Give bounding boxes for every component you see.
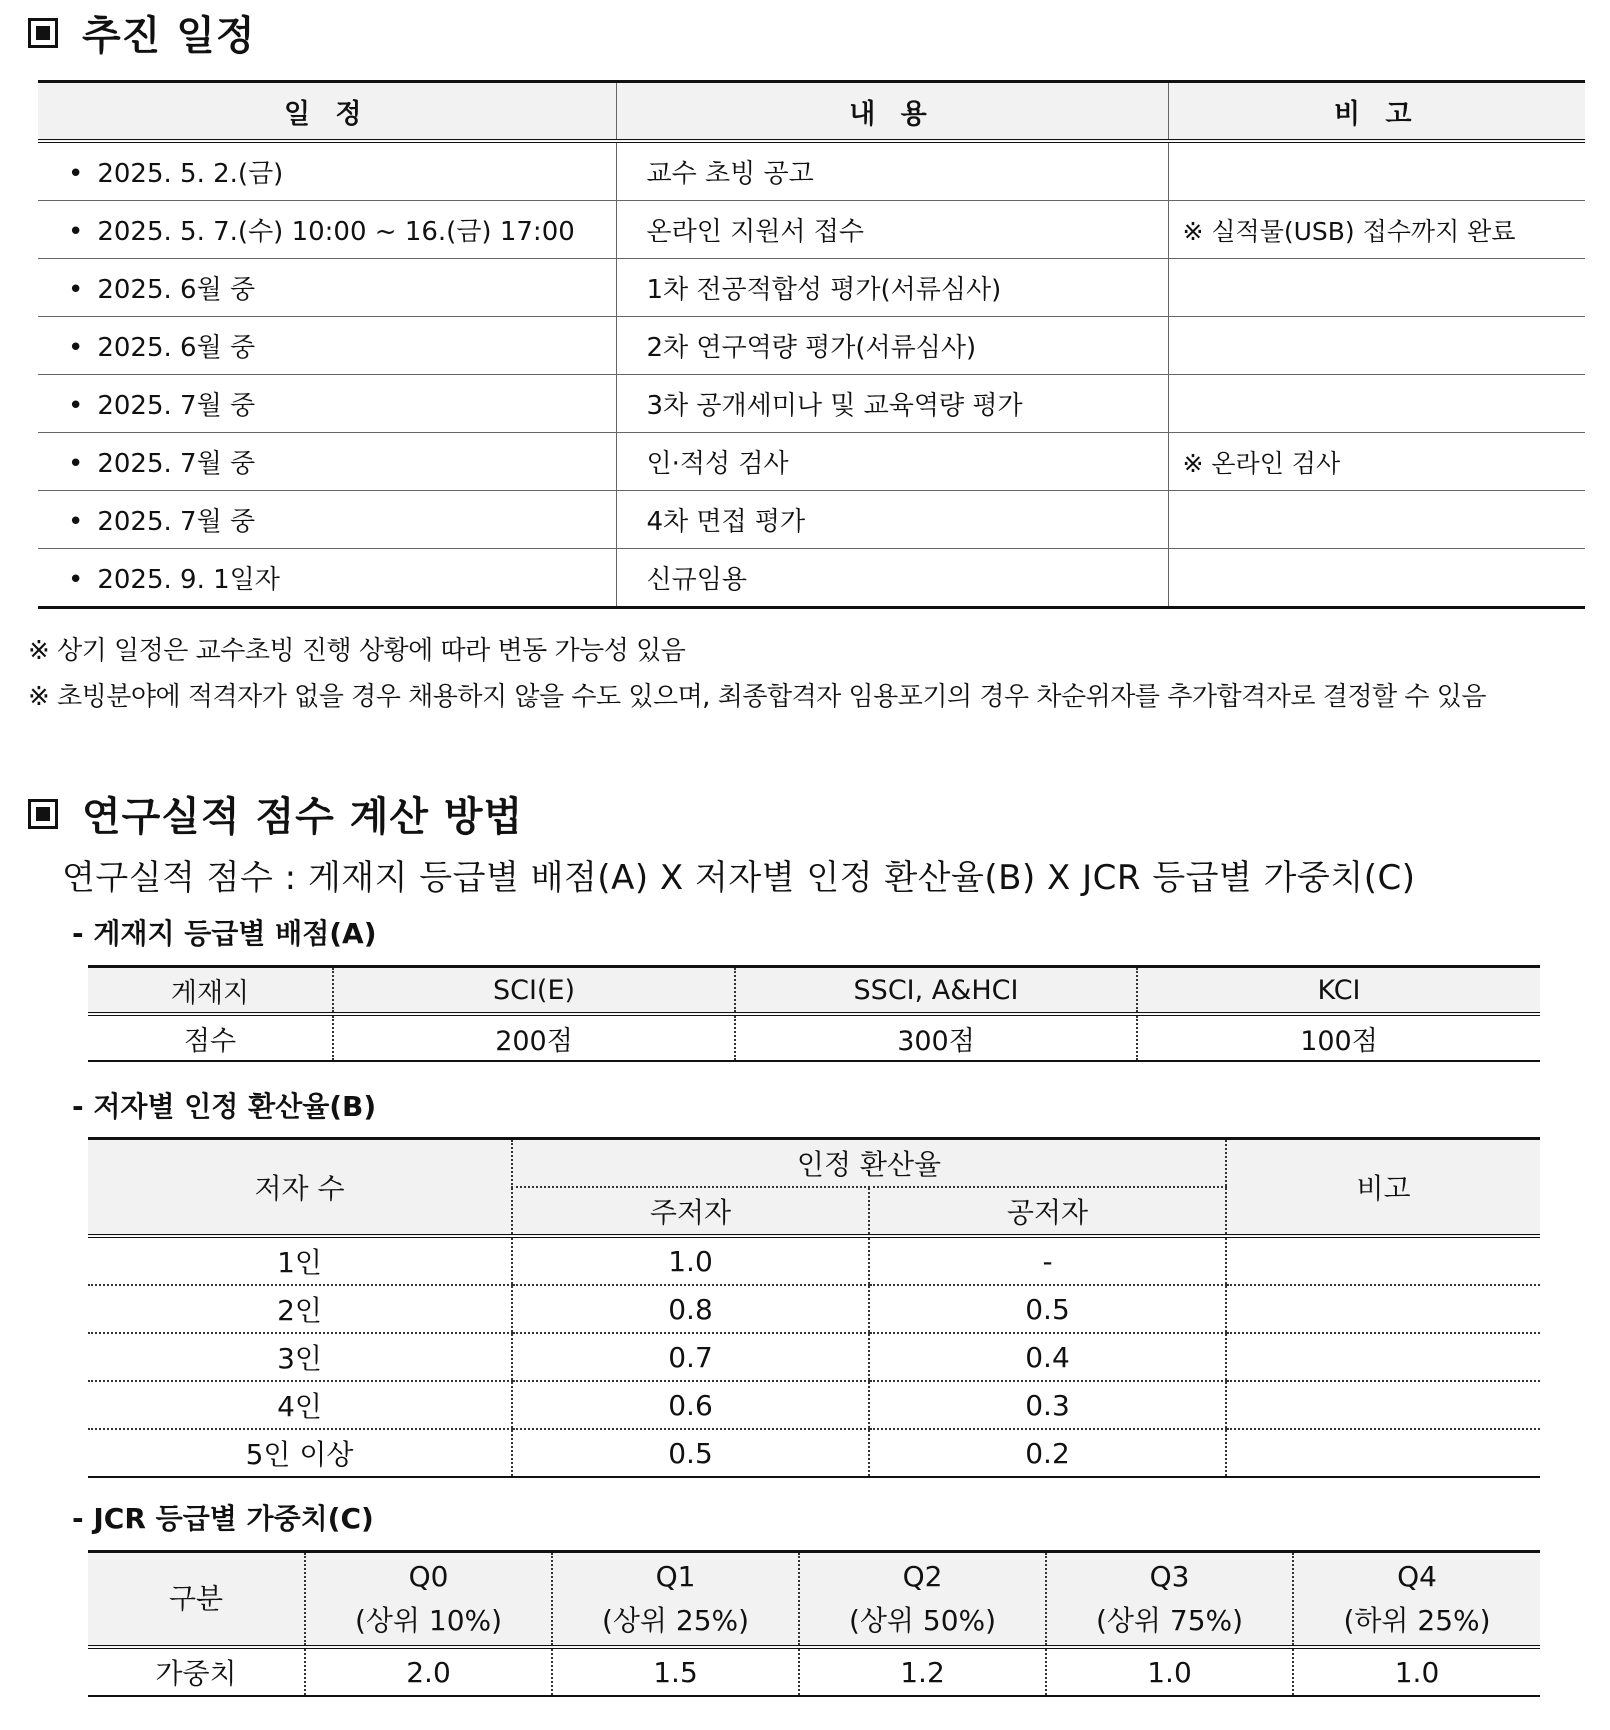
main-rate-cell: 0.7: [512, 1333, 869, 1381]
date-cell: [38, 549, 616, 608]
table-row: [88, 1647, 1540, 1696]
col-header-co-author: 공저자: [869, 1187, 1226, 1236]
subtitle-table-b: - 저자별 인정 환산율(B): [72, 1090, 377, 1123]
quartile-label: Q2: [902, 1560, 943, 1593]
content-cell: 2차 연구역량 평가(서류심사): [616, 317, 1168, 375]
date-text: 2025. 5. 7.(수) 10:00 ~ 16.(금) 17:00: [97, 217, 575, 247]
table-row: [88, 1014, 1540, 1061]
content-cell: 온라인 지원서 접수: [616, 201, 1168, 259]
co-rate-cell: -: [869, 1236, 1226, 1285]
col-header-sci: SCI(E): [333, 967, 735, 1015]
table-header-row: [38, 82, 1585, 142]
date-cell: [38, 141, 616, 201]
col-header-content: 내 용: [616, 82, 1168, 142]
schedule-note-2: ※ 초빙분야에 적격자가 없을 경우 채용하지 않을 수도 있으며, 최종합격자 임용포기의 경우 차순위자를 추가합격자로 결정할 수 있음: [28, 682, 1486, 712]
weight-cell: 1.5: [552, 1647, 799, 1696]
weight-cell: 1.0: [1293, 1647, 1540, 1696]
content-cell: 교수 초빙 공고: [616, 141, 1168, 201]
bullet-icon: •: [68, 275, 84, 305]
date-text: 2025. 6월 중: [97, 275, 256, 305]
content-cell: 4차 면접 평가: [616, 491, 1168, 549]
content-cell: 인·적성 검사: [616, 433, 1168, 491]
note-cell: [1226, 1236, 1540, 1285]
date-cell: [38, 259, 616, 317]
table-header-row: [88, 1552, 1540, 1648]
bullet-icon: •: [68, 333, 84, 363]
col-header-q2: [799, 1552, 1046, 1648]
date-text: 2025. 6월 중: [97, 333, 256, 363]
quartile-label: Q0: [408, 1560, 449, 1593]
bullet-icon: •: [68, 565, 84, 595]
col-header-authors: 저자 수: [88, 1139, 512, 1237]
col-header-q1: [552, 1552, 799, 1648]
date-text: 2025. 5. 2.(금): [97, 159, 284, 189]
weight-cell: 2.0: [305, 1647, 552, 1696]
authors-cell: 2인: [88, 1285, 512, 1333]
table-row: [88, 1381, 1540, 1429]
authors-cell: 5인 이상: [88, 1429, 512, 1477]
table-row: [88, 1333, 1540, 1381]
note-cell: [1168, 317, 1585, 375]
note-cell: [1168, 375, 1585, 433]
co-rate-cell: 0.2: [869, 1429, 1226, 1477]
main-rate-cell: 1.0: [512, 1236, 869, 1285]
col-header-q4: [1293, 1552, 1540, 1648]
bullet-icon: •: [68, 391, 84, 421]
col-header-q3: [1046, 1552, 1293, 1648]
co-rate-cell: 0.3: [869, 1381, 1226, 1429]
note-cell: ※ 실적물(USB) 접수까지 완료: [1168, 201, 1585, 259]
content-cell: 3차 공개세미나 및 교육역량 평가: [616, 375, 1168, 433]
subtitle-table-c: - JCR 등급별 가중치(C): [72, 1502, 374, 1535]
main-rate-cell: 0.5: [512, 1429, 869, 1477]
col-header-note: 비 고: [1168, 82, 1585, 142]
table-row: [38, 317, 1585, 375]
subtitle-table-a: - 게재지 등급별 배점(A): [72, 917, 377, 950]
table-row: [38, 375, 1585, 433]
weight-cell: 1.0: [1046, 1647, 1293, 1696]
date-text: 2025. 7월 중: [97, 391, 256, 421]
co-rate-cell: 0.4: [869, 1333, 1226, 1381]
table-row: [38, 433, 1585, 491]
date-cell: [38, 375, 616, 433]
author-rate-table: [88, 1137, 1540, 1478]
col-header-rate: 인정 환산율: [512, 1139, 1226, 1188]
row-label-score: 점수: [88, 1014, 333, 1061]
row-label-category: 구분: [88, 1552, 305, 1648]
table-row: [88, 1236, 1540, 1285]
authors-cell: 3인: [88, 1333, 512, 1381]
bullet-icon: •: [68, 449, 84, 479]
note-cell: [1226, 1285, 1540, 1333]
note-cell: [1168, 259, 1585, 317]
content-cell: 신규임용: [616, 549, 1168, 608]
date-cell: [38, 201, 616, 259]
row-label-journal: 게재지: [88, 967, 333, 1015]
quartile-range: (상위 50%): [848, 1604, 997, 1637]
note-cell: ※ 온라인 검사: [1168, 433, 1585, 491]
date-text: 2025. 9. 1일자: [97, 565, 280, 595]
note-cell: [1168, 141, 1585, 201]
authors-cell: 1인: [88, 1236, 512, 1285]
date-cell: [38, 433, 616, 491]
bullet-icon: •: [68, 217, 84, 247]
quartile-label: Q3: [1149, 1560, 1190, 1593]
score-cell: 300점: [735, 1014, 1137, 1061]
bullet-icon: •: [68, 507, 84, 537]
schedule-note-1: ※ 상기 일정은 교수초빙 진행 상황에 따라 변동 가능성 있음: [28, 636, 686, 666]
score-formula: 연구실적 점수 : 게재지 등급별 배점(A) X 저자별 인정 환산율(B) X JCR 등급별 가중치(C): [62, 858, 1416, 898]
note-cell: [1168, 491, 1585, 549]
col-header-date: 일 정: [38, 82, 616, 142]
quartile-range: (상위 10%): [354, 1604, 503, 1637]
row-label-weight: 가중치: [88, 1647, 305, 1696]
main-rate-cell: 0.8: [512, 1285, 869, 1333]
schedule-table: [38, 80, 1585, 609]
section-title-text: 연구실적 점수 계산 방법: [82, 794, 524, 840]
score-cell: 100점: [1137, 1014, 1540, 1061]
table-header-row: [88, 1139, 1540, 1188]
date-text: 2025. 7월 중: [97, 449, 256, 479]
col-header-ssci: SSCI, A&HCI: [735, 967, 1137, 1015]
table-header-row: [88, 967, 1540, 1015]
square-bullet-icon: [28, 799, 58, 829]
table-row: [38, 201, 1585, 259]
quartile-range: (하위 25%): [1343, 1604, 1491, 1637]
col-header-main-author: 주저자: [512, 1187, 869, 1236]
table-row: [88, 1429, 1540, 1477]
journal-score-table: [88, 965, 1540, 1062]
authors-cell: 4인: [88, 1381, 512, 1429]
note-cell: [1226, 1333, 1540, 1381]
weight-cell: 1.2: [799, 1647, 1046, 1696]
date-cell: [38, 317, 616, 375]
section-title-schedule: [28, 4, 256, 61]
content-cell: 1차 전공적합성 평가(서류심사): [616, 259, 1168, 317]
note-cell: [1168, 549, 1585, 608]
table-row: [88, 1285, 1540, 1333]
quartile-label: Q1: [655, 1560, 696, 1593]
note-cell: [1226, 1429, 1540, 1477]
table-row: [38, 549, 1585, 608]
square-bullet-icon: [28, 18, 58, 48]
col-header-q0: [305, 1552, 552, 1648]
col-header-kci: KCI: [1137, 967, 1540, 1015]
table-row: [38, 141, 1585, 201]
col-header-note: 비고: [1226, 1139, 1540, 1237]
score-cell: 200점: [333, 1014, 735, 1061]
date-text: 2025. 7월 중: [97, 507, 256, 537]
note-cell: [1226, 1381, 1540, 1429]
jcr-weight-table: [88, 1550, 1540, 1697]
table-row: [38, 259, 1585, 317]
bullet-icon: •: [68, 159, 84, 189]
section-title-research-score: [28, 785, 523, 842]
table-row: [38, 491, 1585, 549]
section-title-text: 추진 일정: [82, 13, 256, 59]
date-cell: [38, 491, 616, 549]
main-rate-cell: 0.6: [512, 1381, 869, 1429]
quartile-label: Q4: [1397, 1560, 1437, 1593]
quartile-range: (상위 75%): [1095, 1604, 1244, 1637]
quartile-range: (상위 25%): [601, 1604, 750, 1637]
co-rate-cell: 0.5: [869, 1285, 1226, 1333]
